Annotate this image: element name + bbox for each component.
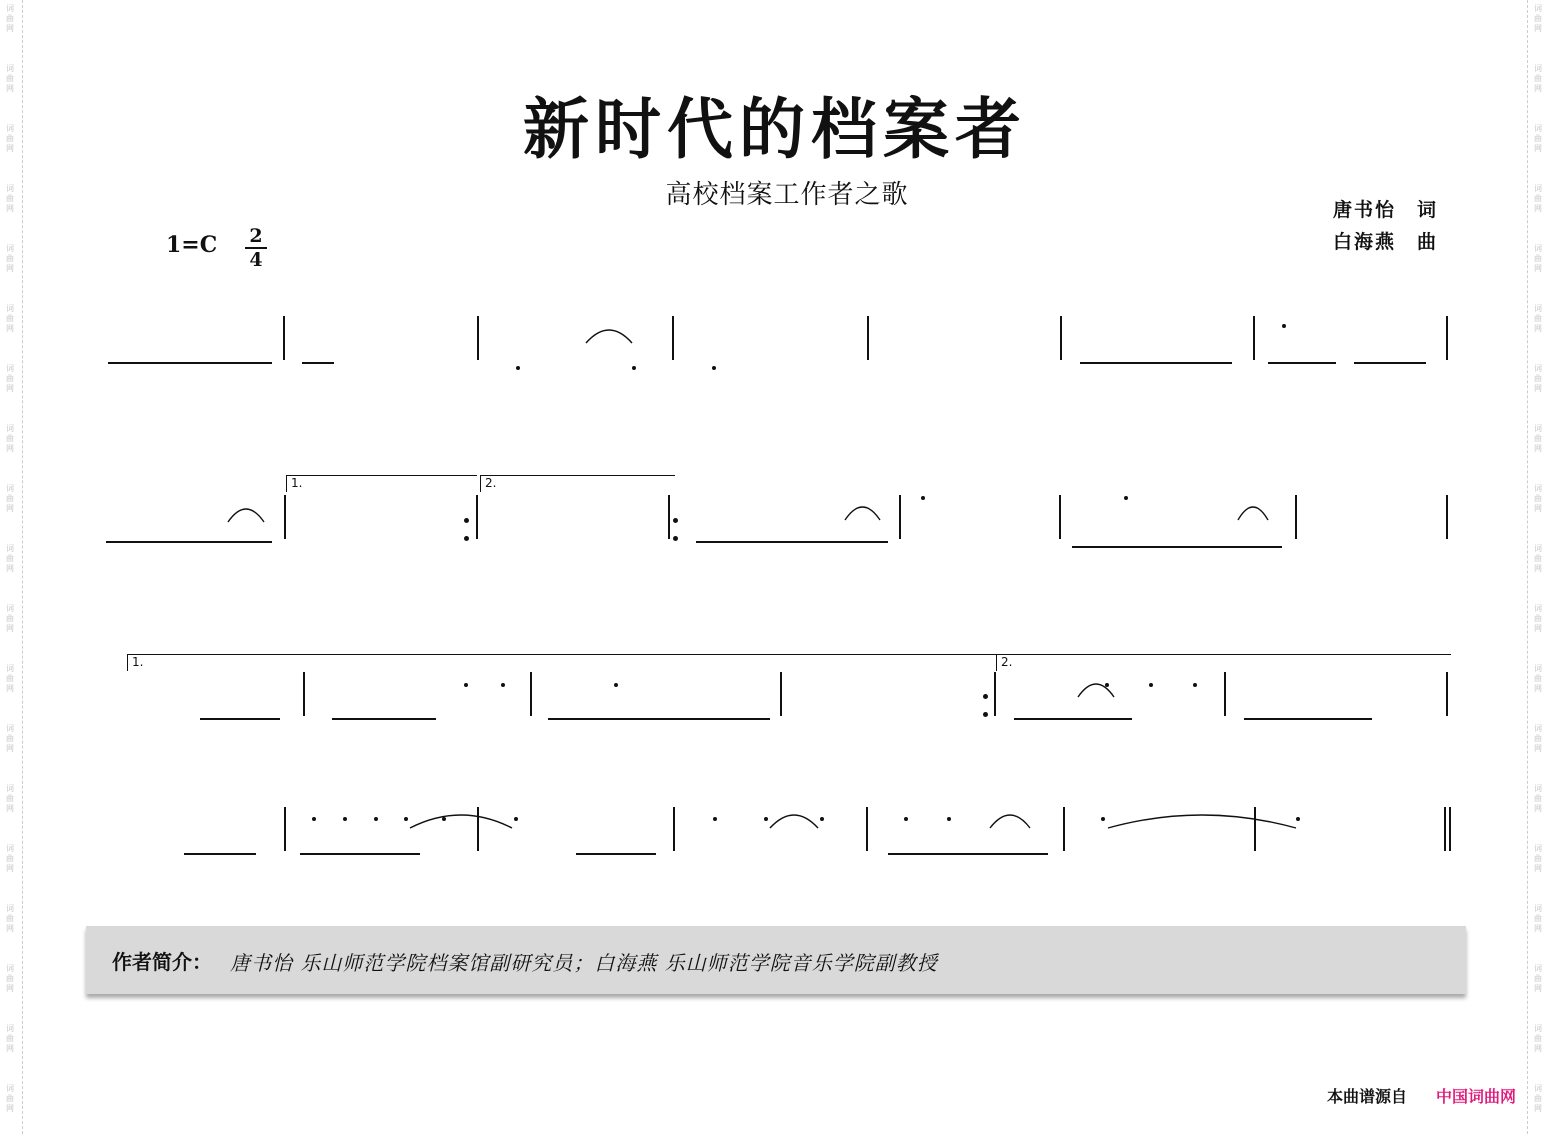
watermark-text: 词 曲 网 xyxy=(1534,4,1542,33)
watermark-text: 词 曲 网 xyxy=(1534,124,1542,153)
slur xyxy=(1108,815,1296,828)
watermark-text: 词 曲 网 xyxy=(1534,1084,1542,1113)
watermark-text: 词 曲 网 xyxy=(1534,664,1542,693)
watermark-text: 词 曲 网 xyxy=(1534,304,1542,333)
watermark-text: 词 曲 网 xyxy=(6,424,14,453)
watermark-text: 词 曲 网 xyxy=(6,904,14,933)
slur xyxy=(770,815,818,828)
watermark-text: 词 曲 网 xyxy=(6,4,14,33)
watermark-text: 词 曲 网 xyxy=(6,1024,14,1053)
watermark-text: 词 曲 网 xyxy=(6,124,14,153)
watermark-text: 词 曲 网 xyxy=(1534,964,1542,993)
slur xyxy=(586,330,632,343)
lyricist-credit: 唐书怡 词 xyxy=(1332,199,1438,221)
volta-second-ending: 2. xyxy=(996,654,1451,671)
source-label: 本曲谱源自 xyxy=(1326,1087,1407,1106)
watermark-text: 词 曲 网 xyxy=(1534,484,1542,513)
watermark-text: 词 曲 网 xyxy=(6,844,14,873)
watermark-text: 词 曲 网 xyxy=(1534,844,1542,873)
watermark-text: 词 曲 网 xyxy=(6,664,14,693)
volta-first-ending: 1. xyxy=(127,654,996,671)
song-subtitle: 高校档案工作者之歌 xyxy=(665,180,909,210)
watermark-text: 词 曲 网 xyxy=(1534,784,1542,813)
slur xyxy=(1078,684,1114,697)
composer-credit: 白海燕 曲 xyxy=(1332,231,1438,253)
watermark-text: 词 曲 网 xyxy=(6,784,14,813)
watermark-text: 词 曲 网 xyxy=(6,304,14,333)
slur xyxy=(990,815,1030,828)
slur xyxy=(1238,507,1268,520)
watermark-text: 词 曲 网 xyxy=(6,964,14,993)
song-title: 新时代的档案者 xyxy=(523,90,1027,168)
watermark-text: 词 曲 网 xyxy=(1534,184,1542,213)
volta-second-ending: 2. xyxy=(480,475,675,492)
author-info-text: 唐书怡 乐山师范学院档案馆副研究员；白海燕 乐山师范学院音乐学院副教授 xyxy=(230,951,938,975)
time-top: 2 xyxy=(249,225,263,247)
watermark-text: 词 曲 网 xyxy=(1534,364,1542,393)
key-signature: 1=C xyxy=(166,232,218,258)
watermark-text: 词 曲 网 xyxy=(6,64,14,93)
watermark-text: 词 曲 网 xyxy=(6,244,14,273)
slur xyxy=(228,509,264,522)
watermark-text: 词 曲 网 xyxy=(6,484,14,513)
watermark-text: 词 曲 网 xyxy=(6,1084,14,1113)
slur xyxy=(410,815,512,828)
watermark-text: 词 曲 网 xyxy=(1534,904,1542,933)
watermark-text: 词 曲 网 xyxy=(6,364,14,393)
watermark-text: 词 曲 网 xyxy=(1534,724,1542,753)
time-bottom: 4 xyxy=(249,249,263,271)
site-link[interactable]: 中国词曲网 xyxy=(1435,1087,1516,1106)
watermark-text: 词 曲 网 xyxy=(1534,544,1542,573)
watermark-text: 词 曲 网 xyxy=(1534,64,1542,93)
watermark-text: 词 曲 网 xyxy=(6,604,14,633)
watermark-text: 词 曲 网 xyxy=(6,184,14,213)
watermark-text: 词 曲 网 xyxy=(6,724,14,753)
watermark-text: 词 曲 网 xyxy=(1534,604,1542,633)
volta-first-ending: 1. xyxy=(286,475,477,492)
slur xyxy=(845,507,880,520)
author-info-label: 作者简介： xyxy=(112,950,212,974)
watermark-text: 词 曲 网 xyxy=(6,544,14,573)
watermark-text: 词 曲 网 xyxy=(1534,244,1542,273)
watermark-text: 词 曲 网 xyxy=(1534,424,1542,453)
watermark-text: 词 曲 网 xyxy=(1534,1024,1542,1053)
